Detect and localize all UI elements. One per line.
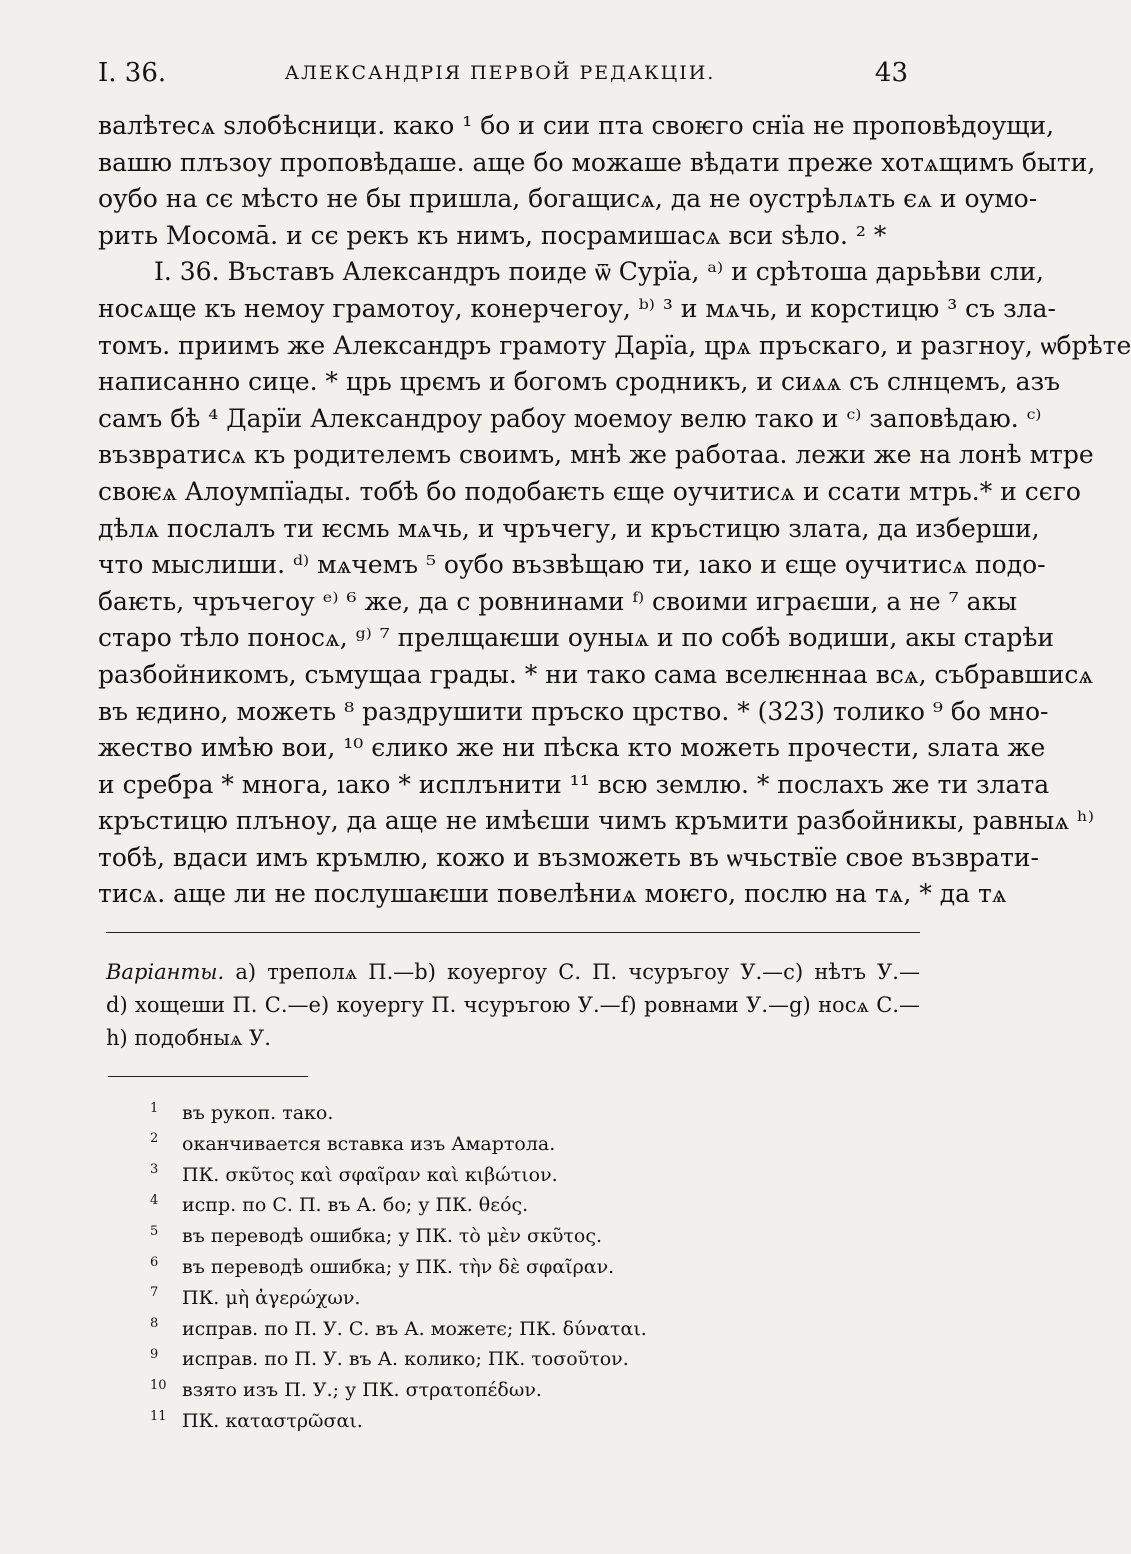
footnote-text: въ переводѣ ошибка; у ПК. τὴν δὲ σφαῖραν. — [182, 1255, 615, 1278]
footnote-text: испр. по С. П. въ А. бо; у ПК. θεός. — [182, 1194, 529, 1217]
footnote: 9 исправ. по П. У. въ А. колико; ПК. τοσοῦτον. — [150, 1347, 629, 1371]
text-line: тисѧ. аще ли не послушаѥши повелѣниѧ моѥго, послю на тѧ, * да тѧ — [98, 879, 1007, 909]
text-line: что мыслиши. ᵈ⁾ мѧчемъ ⁵ оубо възвѣщаю ти, ıако и єще оучитисѧ подо- — [98, 550, 1046, 580]
text-line: носѧще къ немоу грамотоу, конерчегоу, ᵇ⁾ ³ и мѧчь, и корстицю ³ съ зла- — [98, 293, 1056, 323]
footnote-text: исправ. по П. У. С. въ А. можетє; ПК. δύναται. — [182, 1317, 647, 1340]
footnote-text: въ переводѣ ошибка; у ПК. τὸ μὲν σκῦτος. — [182, 1225, 603, 1248]
footnote: 1 въ рукоп. тако. — [150, 1100, 334, 1124]
text-line: кръстицю плъноу, да аще не имѣєши чимъ кръмити разбойникы, равныѧ ʰ⁾ — [98, 806, 1094, 836]
variants-title: Варіанты. — [106, 960, 225, 984]
text-line: въ ѥдино, можеть ⁸ раздрушити пръско црство. * (323) толико ⁹ бо мно- — [98, 696, 1049, 726]
variants-text: а) треполѧ П.—b) коуергоу С. П. чсуръгоу У.—с) нѣтъ У.— — [235, 960, 920, 984]
footnotes — [150, 1098, 647, 1437]
text-line: валѣтесѧ ѕлобѣсници. како ¹ бо и сии пта своѥго снїа не проповѣдоущи, — [98, 111, 1055, 140]
footnote-text: ПК. μὴ ἀγερώχων. — [182, 1286, 361, 1309]
footnote-text: взято изъ П. У.; у ПК. στρατοπέδων. — [182, 1379, 542, 1402]
running-head-title: АЛЕКСАНДРІЯ ПЕРВОЙ РЕДАКЦІИ. — [284, 62, 716, 84]
text-line: написанно сице. * црь црємъ и богомъ сродникъ, и сиѧѧ съ слнцемъ, азъ — [98, 367, 1061, 397]
page-number: 43 — [874, 58, 908, 88]
text-line: разбойникомъ, съмущаа грады. * ни тако сама вселѥннаа всѧ, събравшисѧ — [98, 659, 1094, 689]
footnote: 5 въ переводѣ ошибка; у ПК. τὸ μὲν σκῦτος. — [150, 1223, 603, 1248]
text-line: баѥть, чръчегоу ᵉ⁾ ⁶ же, да с ровнинами ᶠ⁾ своими играєши, а не ⁷ акы — [98, 586, 1017, 616]
footnote: 8 исправ. по П. У. С. въ А. можетє; ПК. δύναται. — [150, 1316, 647, 1340]
footnote: 7 ПК. μὴ ἀγερώχων. — [150, 1285, 361, 1309]
text-line: томъ. приимъ же Александръ грамоту Дарїа, црѧ пръскаго, и разгноу, ѡбрѣте — [98, 330, 1131, 360]
text-line: дѣлѧ послалъ ти ѥсмь мѧчь, и чръчегу, и кръстицю злата, да изберши, — [98, 513, 1040, 543]
footnote: 2 оканчивается вставка изъ Амартола. — [150, 1131, 556, 1155]
footnote: 3 ПК. σκῦτος καὶ σφαῖραν καὶ κιβώτιον. — [150, 1162, 558, 1186]
main-text — [98, 108, 1131, 913]
variants-line: h) подобныѧ У. — [106, 1026, 271, 1050]
variants-line — [106, 956, 920, 989]
footnote: 6 въ переводѣ ошибка; у ПК. τὴν δὲ σφαῖραν. — [150, 1254, 615, 1278]
footnote-text: исправ. по П. У. въ А. колико; ПК. τοσοῦτον. — [182, 1348, 629, 1371]
footnotes-divider — [108, 1076, 308, 1077]
footnote-text: ПК. σκῦτος καὶ σφαῖραν καὶ κιβώτιον. — [182, 1163, 558, 1186]
text-line: рить Мосомā. и сє рекъ къ нимъ, посрамишасѧ вси ѕѣло. ² * — [98, 220, 887, 250]
text-line: тобѣ, вдаси имъ кръмлю, кожо и възможеть въ ѡчьствїе свое възврати- — [98, 842, 1039, 872]
variants-line: d) хощеши П. С.—e) коуергу П. чсуръгою У.—f) ровнами У.—g) носѧ С.— — [106, 993, 920, 1017]
variants-block — [106, 956, 920, 1055]
footnote: 10 взято изъ П. У.; у ПК. στρατοπέδων. — [150, 1377, 542, 1402]
text-line: старо тѣло поносѧ, ᵍ⁾ ⁷ прелщаѥши оуныѧ и по собѣ водиши, акы старѣи — [98, 623, 1055, 653]
variants-divider — [106, 932, 920, 933]
text-line: възвратисѧ къ родителемъ своимъ, мнѣ же работаа. лежи же на лонѣ мтре — [98, 440, 1094, 470]
text-line: I. 36. Въставъ Александръ поиде ѿ Сурїа, ᵃ⁾ и срѣтоша дарьѣви сли, — [154, 257, 1044, 287]
text-line: жество имѣю вои, ¹⁰ єлико же ни пѣска кто можеть прочести, ѕлата же — [98, 733, 1046, 763]
text-line: самъ бѣ ⁴ Дарїи Александроу рабоу моемоу велю тако и ᶜ⁾ заповѣдаю. ᶜ⁾ — [98, 403, 1042, 433]
text-line: вашю плъзоу проповѣдаше. аще бо можаше вѣдати преже хотѧщимъ быти, — [98, 147, 1096, 177]
footnote-text: въ рукоп. тако. — [182, 1102, 334, 1124]
text-line: своѥѧ Алоумпїады. тобѣ бо подобаѥть єще оучитисѧ и ссати мтрь.* и сєго — [98, 476, 1081, 506]
footnote: 4 испр. по С. П. въ А. бо; у ПК. θεός. — [150, 1193, 529, 1217]
footnote-text: ПК. καταστρῶσαι. — [182, 1409, 363, 1432]
footnote-text: оканчивается вставка изъ Амартола. — [182, 1132, 556, 1155]
running-head-section: I. 36. — [98, 58, 167, 88]
text-line: и сребра * многа, ıако * исплънити ¹¹ всю землю. * послахъ же ти злата — [98, 769, 1050, 799]
footnote: 11 ПК. καταστρῶσαι. — [150, 1408, 363, 1432]
text-line: оубо на сє мѣсто не бы пришла, богащисѧ, да не оустрѣлѧть єѧ и оумо- — [98, 184, 1038, 214]
